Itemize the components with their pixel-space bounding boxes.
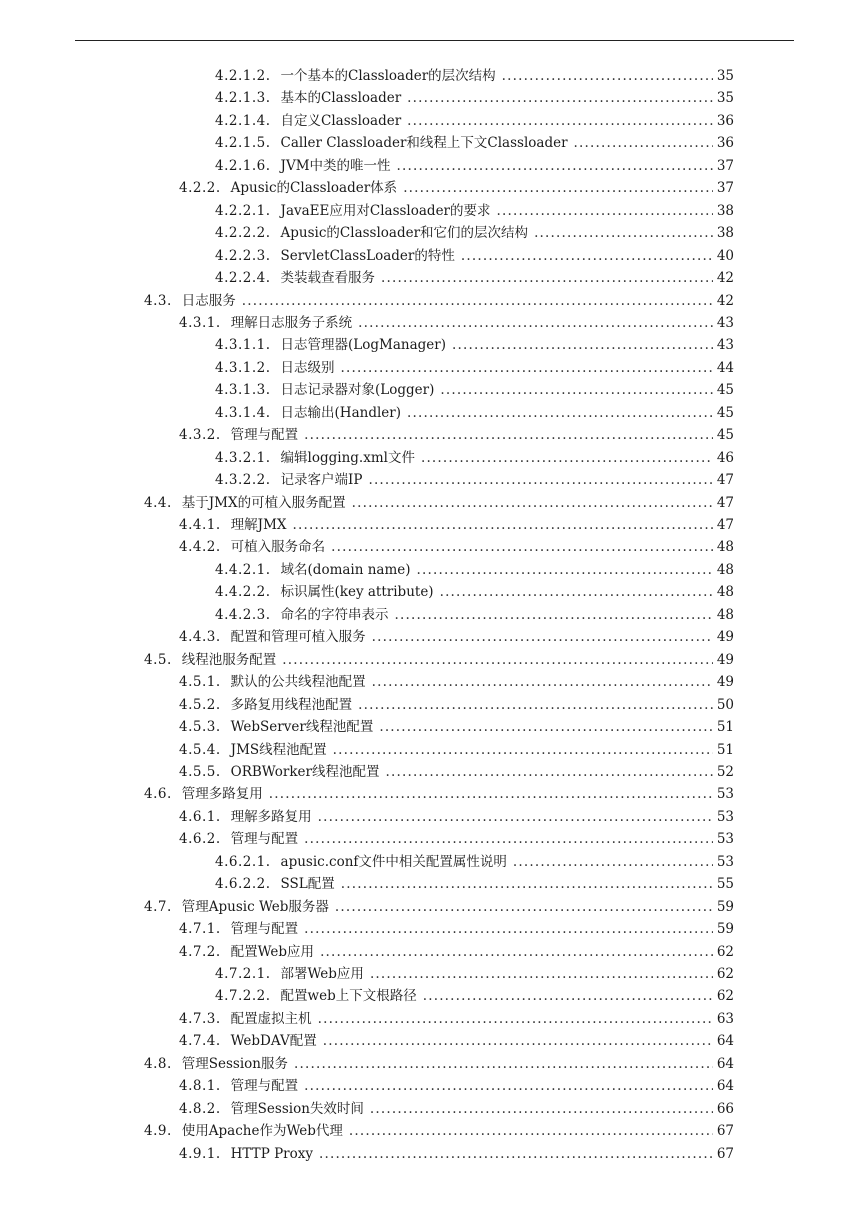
- toc-entry-page-number: 45: [716, 427, 734, 444]
- toc-dot-leader: [304, 921, 713, 937]
- toc-entry-title: 管理与配置: [230, 831, 299, 848]
- toc-entry-title: 记录客户端IP: [280, 472, 363, 489]
- toc-dot-leader: [304, 1078, 713, 1094]
- toc-entry[interactable]: [179, 623, 734, 645]
- toc-entry[interactable]: [215, 197, 734, 219]
- toc-entry-number: 4.5.1.: [179, 674, 221, 691]
- toc-entry-page-number: 42: [716, 270, 734, 287]
- toc-dot-leader: [304, 427, 713, 443]
- toc-dot-leader: [397, 158, 713, 174]
- toc-entry-title: 配置web上下文根路径: [280, 988, 417, 1005]
- toc-dot-leader: [407, 90, 713, 106]
- toc-entry-number: 4.3.1.: [179, 314, 221, 331]
- toc-entry-title: 标识属性(key attribute): [280, 584, 434, 601]
- toc-entry-title: 部署Web应用: [280, 966, 364, 982]
- toc-entry-number: 4.5.3.: [179, 719, 221, 736]
- toc-dot-leader: [574, 135, 713, 151]
- toc-dot-leader: [452, 337, 713, 353]
- toc-dot-leader: [320, 944, 713, 960]
- toc-dot-leader: [407, 405, 713, 421]
- toc-entry-page-number: 48: [716, 584, 734, 601]
- toc-entry[interactable]: [179, 174, 734, 196]
- toc-entry-title: Apusic的Classloader体系: [230, 180, 398, 197]
- toc-entry-number: 4.4.2.2.: [215, 584, 271, 601]
- toc-entry-number: 4.4.1.: [179, 517, 221, 533]
- toc-entry[interactable]: [144, 1050, 734, 1072]
- toc-dot-leader: [502, 68, 713, 84]
- toc-dot-leader: [497, 203, 713, 219]
- toc-entry-page-number: 53: [716, 853, 734, 870]
- toc-dot-leader: [318, 809, 713, 825]
- toc-entry-title: 日志输出(Handler): [280, 404, 401, 421]
- toc-entry-title: 管理与配置: [230, 921, 299, 938]
- toc-dot-leader: [293, 517, 713, 533]
- toc-dot-leader: [381, 270, 713, 286]
- toc-entry-page-number: 46: [716, 449, 734, 466]
- toc-entry-page-number: 66: [716, 1100, 734, 1117]
- toc-entry-page-number: 45: [716, 404, 734, 421]
- toc-entry[interactable]: [215, 601, 734, 623]
- toc-entry-page-number: 53: [716, 808, 734, 825]
- toc-entry-page-number: 47: [716, 472, 734, 489]
- toc-entry-number: 4.3.1.1.: [215, 337, 271, 354]
- toc-entry-title: ORBWorker线程池配置: [230, 763, 380, 780]
- toc-entry[interactable]: [215, 376, 734, 398]
- toc-dot-leader: [513, 854, 713, 870]
- toc-entry-number: 4.6.2.2.: [215, 876, 271, 893]
- toc-entry[interactable]: [215, 848, 734, 870]
- toc-entry-page-number: 67: [716, 1123, 734, 1140]
- toc-entry-page-number: 49: [716, 629, 734, 646]
- toc-dot-leader: [319, 1146, 713, 1162]
- toc-dot-leader: [358, 697, 713, 713]
- toc-entry-number: 4.7.4.: [179, 1033, 221, 1050]
- toc-dot-leader: [282, 652, 713, 668]
- toc-entry-page-number: 55: [716, 876, 734, 893]
- toc-entry[interactable]: [144, 489, 734, 511]
- toc-entry-title: 配置Web应用: [230, 943, 315, 960]
- toc-entry[interactable]: [144, 646, 734, 668]
- toc-entry-title: 理解日志服务子系统: [230, 314, 353, 331]
- toc-entry-page-number: 37: [716, 157, 734, 174]
- toc-dot-leader: [417, 562, 713, 578]
- toc-entry-number: 4.7.2.2.: [215, 988, 271, 1005]
- toc-entry-number: 4.9.1.: [179, 1145, 221, 1162]
- toc-dot-leader: [423, 988, 713, 1004]
- toc-entry-page-number: 64: [716, 1055, 734, 1072]
- toc-entry[interactable]: [215, 870, 734, 892]
- toc-entry-number: 4.4.: [144, 494, 172, 511]
- toc-entry-number: 4.6.1.: [179, 808, 221, 825]
- toc-dot-leader: [407, 113, 713, 129]
- toc-entry-page-number: 35: [716, 90, 734, 107]
- toc-entry-page-number: 40: [716, 247, 734, 264]
- toc-entry-page-number: 44: [716, 359, 734, 376]
- toc-entry-title: 配置和管理可植入服务: [230, 629, 366, 646]
- toc-entry-title: 默认的公共线程池配置: [230, 674, 366, 691]
- toc-entry[interactable]: [215, 466, 734, 488]
- toc-entry[interactable]: [144, 1117, 734, 1139]
- toc-entry-number: 4.2.1.2.: [215, 68, 271, 84]
- toc-entry[interactable]: [215, 152, 734, 174]
- toc-entry-number: 4.5.4.: [179, 741, 221, 758]
- toc-entry-page-number: 36: [716, 135, 734, 152]
- toc-dot-leader: [461, 248, 713, 264]
- toc-entry-page-number: 53: [716, 786, 734, 803]
- toc-entry-title: WebDAV配置: [230, 1033, 317, 1050]
- toc-entry-page-number: 51: [716, 741, 734, 758]
- toc-entry-title: 可植入服务命名: [230, 539, 326, 556]
- toc-dot-leader: [341, 876, 713, 892]
- toc-entry-title: 基于JMX的可植入服务配置: [181, 494, 346, 511]
- toc-entry[interactable]: [179, 668, 734, 690]
- toc-entry[interactable]: [215, 556, 734, 578]
- toc-entry-number: 4.2.2.1.: [215, 202, 271, 219]
- toc-entry-title: SSL配置: [280, 876, 335, 893]
- toc-entry-title: WebServer线程池配置: [230, 719, 374, 736]
- toc-entry-page-number: 48: [716, 539, 734, 556]
- toc-entry-number: 4.8.: [144, 1055, 172, 1072]
- toc-dot-leader: [385, 764, 712, 780]
- toc-entry[interactable]: [179, 713, 734, 735]
- toc-entry-title: 基本的Classloader: [280, 90, 402, 107]
- toc-entry-title: 管理与配置: [230, 1078, 299, 1095]
- toc-entry-number: 4.8.2.: [179, 1100, 221, 1117]
- toc-entry-page-number: 42: [716, 292, 734, 309]
- toc-dot-leader: [242, 293, 713, 309]
- toc-entry[interactable]: [215, 129, 734, 151]
- toc-entry-number: 4.4.2.: [179, 539, 221, 556]
- toc-entry-number: 4.2.1.3.: [215, 90, 271, 107]
- toc-entry[interactable]: [215, 578, 734, 600]
- toc-entry-page-number: 38: [716, 225, 734, 242]
- toc-entry-title: 域名(domain name): [280, 561, 411, 578]
- toc-entry[interactable]: [179, 938, 734, 960]
- toc-entry-title: 日志服务: [181, 292, 236, 309]
- toc-dot-leader: [304, 831, 713, 847]
- toc-entry-title: 线程池服务配置: [181, 651, 277, 668]
- toc-entry-number: 4.2.2.3.: [215, 247, 271, 264]
- toc-entry[interactable]: [144, 893, 734, 915]
- toc-dot-leader: [395, 607, 713, 623]
- toc-entry[interactable]: [179, 511, 734, 533]
- toc-entry[interactable]: [179, 825, 734, 847]
- toc-entry-number: 4.3.: [144, 292, 172, 309]
- toc-entry-number: 4.3.2.: [179, 427, 221, 444]
- toc-entry[interactable]: [179, 533, 734, 555]
- toc-entry[interactable]: [179, 1095, 734, 1117]
- toc-entry[interactable]: [179, 691, 734, 713]
- toc-entry-title: JavaEE应用对Classloader的要求: [280, 202, 491, 219]
- toc-entry[interactable]: [179, 736, 734, 758]
- toc-entry-number: 4.2.2.: [179, 180, 221, 197]
- toc-entry-page-number: 62: [716, 988, 734, 1005]
- toc-entry[interactable]: [215, 62, 734, 84]
- toc-entry[interactable]: [144, 780, 734, 802]
- toc-entry-title: 管理Session失效时间: [230, 1100, 364, 1117]
- toc-entry-page-number: 47: [716, 494, 734, 511]
- toc-dot-leader: [370, 1101, 713, 1117]
- toc-entry-title: 理解多路复用: [230, 808, 312, 825]
- header-rule: [75, 40, 794, 41]
- toc-entry-title: 管理多路复用: [181, 786, 263, 803]
- toc-entry-number: 4.3.1.2.: [215, 359, 271, 376]
- toc-entry-number: 4.2.1.6.: [215, 157, 271, 174]
- toc-entry-title: 管理Session服务: [181, 1055, 288, 1072]
- toc-dot-leader: [318, 1011, 713, 1027]
- toc-dot-leader: [368, 472, 712, 488]
- toc-entry-page-number: 48: [716, 561, 734, 578]
- toc-entry-title: 理解JMX: [230, 517, 287, 533]
- toc-entry[interactable]: [215, 264, 734, 286]
- toc-entry-title: 一个基本的Classloader的层次结构: [280, 68, 496, 84]
- toc-entry[interactable]: [144, 287, 734, 309]
- toc-dot-leader: [421, 450, 713, 466]
- toc-entry[interactable]: [215, 242, 734, 264]
- toc-entry[interactable]: [179, 758, 734, 780]
- toc-dot-leader: [349, 1123, 713, 1139]
- toc-entry-number: 4.5.5.: [179, 763, 221, 780]
- toc-dot-leader: [331, 539, 713, 555]
- toc-dot-leader: [379, 719, 712, 735]
- toc-entry-page-number: 62: [716, 943, 734, 960]
- toc-entry-page-number: 43: [716, 314, 734, 331]
- toc-entry-number: 4.4.3.: [179, 629, 221, 646]
- toc-entry-number: 4.2.1.4.: [215, 112, 271, 129]
- toc-entry-page-number: 52: [716, 763, 734, 780]
- toc-entry-page-number: 50: [716, 696, 734, 713]
- toc-entry-page-number: 45: [716, 382, 734, 399]
- toc-entry-number: 4.6.2.: [179, 831, 221, 848]
- toc-entry-page-number: 49: [716, 651, 734, 668]
- toc-dot-leader: [372, 674, 713, 690]
- toc-entry[interactable]: [179, 1027, 734, 1049]
- toc-entry-number: 4.3.2.1.: [215, 449, 271, 466]
- toc-dot-leader: [358, 315, 713, 331]
- toc-entry-number: 4.4.2.1.: [215, 561, 271, 578]
- toc-entry-number: 4.3.1.3.: [215, 382, 271, 399]
- toc-entry-title: 使用Apache作为Web代理: [181, 1123, 343, 1140]
- toc-entry-page-number: 38: [716, 202, 734, 219]
- toc-entry-title: 命名的字符串表示: [280, 606, 389, 623]
- toc-dot-leader: [335, 899, 713, 915]
- toc-entry-number: 4.9.: [144, 1123, 172, 1140]
- toc-entry-title: 日志级别: [280, 359, 335, 376]
- toc-entry-page-number: 49: [716, 674, 734, 691]
- toc-entry-number: 4.7.2.1.: [215, 966, 271, 982]
- toc-dot-leader: [440, 382, 712, 398]
- toc-entry-page-number: 51: [716, 719, 734, 736]
- toc-entry-number: 4.6.2.1.: [215, 853, 271, 870]
- toc-entry-number: 4.2.1.5.: [215, 135, 271, 152]
- toc-entry-page-number: 64: [716, 1033, 734, 1050]
- toc-dot-leader: [333, 742, 713, 758]
- toc-entry-page-number: 37: [716, 180, 734, 197]
- toc-entry-page-number: 62: [716, 966, 734, 982]
- toc-entry-number: 4.7.3.: [179, 1010, 221, 1027]
- toc-entry-title: 日志管理器(LogManager): [280, 337, 446, 354]
- toc-entry-number: 4.5.: [144, 651, 172, 668]
- toc-entry-title: 多路复用线程池配置: [230, 696, 353, 713]
- toc-entry-title: 编辑logging.xml文件: [280, 449, 415, 466]
- toc-dot-leader: [403, 180, 713, 196]
- toc-dot-leader: [352, 495, 713, 511]
- toc-entry[interactable]: [215, 219, 734, 241]
- toc-dot-leader: [534, 225, 713, 241]
- toc-entry-title: HTTP Proxy: [230, 1145, 313, 1162]
- toc-entry-title: 配置虚拟主机: [230, 1010, 312, 1027]
- toc-entry[interactable]: [179, 803, 734, 825]
- toc-entry-title: 管理与配置: [230, 427, 299, 444]
- toc-entry-number: 4.3.1.4.: [215, 404, 271, 421]
- toc-entry[interactable]: [215, 444, 734, 466]
- toc-dot-leader: [440, 584, 713, 600]
- toc-entry-title: 自定义Classloader: [280, 112, 402, 129]
- toc-entry-title: Caller Classloader和线程上下文Classloader: [280, 135, 568, 152]
- toc-entry[interactable]: [215, 354, 734, 376]
- toc-entry-page-number: 35: [716, 68, 734, 84]
- toc-entry-title: 类装载查看服务: [280, 270, 376, 287]
- toc-entry-page-number: 59: [716, 898, 734, 915]
- toc-entry-title: 管理Apusic Web服务器: [181, 898, 329, 915]
- toc-entry-number: 4.8.1.: [179, 1078, 221, 1095]
- toc-entry-page-number: 36: [716, 112, 734, 129]
- toc-entry-page-number: 53: [716, 831, 734, 848]
- toc-dot-leader: [294, 1056, 713, 1072]
- toc-entry-number: 4.7.: [144, 898, 172, 915]
- toc-entry[interactable]: [179, 421, 734, 443]
- toc-entry-title: JMS线程池配置: [230, 741, 327, 758]
- toc-entry-number: 4.2.2.2.: [215, 225, 271, 242]
- toc-entry[interactable]: [215, 960, 734, 982]
- toc-entry-number: 4.6.: [144, 786, 172, 803]
- toc-entry-number: 4.5.2.: [179, 696, 221, 713]
- toc-entry-number: 4.3.2.2.: [215, 472, 271, 489]
- toc-entry-page-number: 47: [716, 517, 734, 533]
- toc-entry[interactable]: [179, 1005, 734, 1027]
- toc-entry-number: 4.7.1.: [179, 921, 221, 938]
- toc-entry[interactable]: [215, 331, 734, 353]
- toc-entry[interactable]: [215, 982, 734, 1004]
- toc-dot-leader: [323, 1033, 713, 1049]
- toc-entry[interactable]: [215, 399, 734, 421]
- toc-entry[interactable]: [215, 107, 734, 129]
- toc-entry-page-number: 48: [716, 606, 734, 623]
- toc-entry-page-number: 64: [716, 1078, 734, 1095]
- toc-entry-number: 4.7.2.: [179, 943, 221, 960]
- toc-entry-page-number: 43: [716, 337, 734, 354]
- toc-entry-title: Apusic的Classloader和它们的层次结构: [280, 225, 529, 242]
- toc-entry[interactable]: [215, 84, 734, 106]
- toc-entry-number: 4.2.2.4.: [215, 270, 271, 287]
- toc-entry-page-number: 59: [716, 921, 734, 938]
- toc-entry-title: ServletClassLoader的特性: [280, 247, 455, 264]
- toc-entry-title: JVM中类的唯一性: [280, 157, 391, 174]
- toc-dot-leader: [372, 629, 713, 645]
- toc-entry-page-number: 63: [716, 1010, 734, 1027]
- toc-entry[interactable]: [179, 1072, 734, 1094]
- toc-dot-leader: [269, 786, 713, 802]
- toc-entry[interactable]: [179, 915, 734, 937]
- toc-dot-leader: [341, 360, 713, 376]
- toc-entry-title: apusic.conf文件中相关配置属性说明: [280, 853, 507, 870]
- toc-entry-title: 日志记录器对象(Logger): [280, 382, 435, 399]
- toc-dot-leader: [370, 966, 713, 982]
- toc-entry[interactable]: [179, 1140, 734, 1162]
- toc-entry-page-number: 67: [716, 1145, 734, 1162]
- toc-entry-number: 4.4.2.3.: [215, 606, 271, 623]
- toc-entry[interactable]: [179, 309, 734, 331]
